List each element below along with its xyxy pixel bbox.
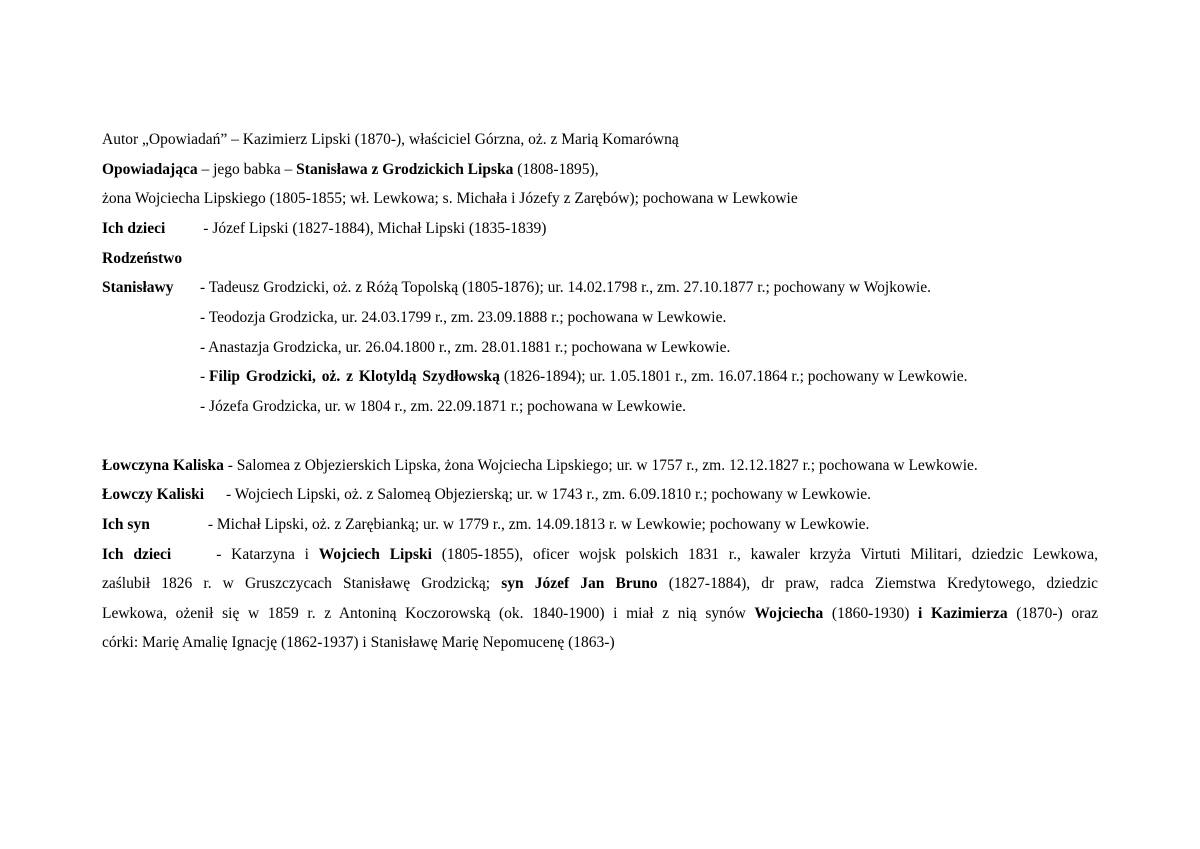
son-label: Ich syn	[102, 516, 150, 533]
sibling-text: - Józefa Grodzicka, ur. w 1804 r., zm. 22.09.1871 r.; pochowana w Lewkowie.	[200, 398, 686, 415]
wife-text: żona Wojciecha Lipskiego (1805-1855; wł. Lewkowa; s. Michała i Józefy z Zarębów); pochowana w Lewkowie	[102, 190, 798, 207]
huntsman-text: - Wojciech Lipski, oż. z Salomeą Objezierską; ur. w 1743 r., zm. 6.09.1810 r.; pochowany w Lewkowie.	[226, 486, 872, 503]
children-text: zaślubił 1826 r. w Gruszczycach Stanisławę Grodzicką;	[102, 575, 502, 592]
narrator-line	[102, 160, 599, 180]
sibling-text: - Teodozja Grodzicka, ur. 24.03.1799 r., zm. 23.09.1888 r.; pochowana w Lewkowie.	[200, 309, 727, 326]
son-text: - Michał Lipski, oż. z Zarębianką; ur. w 1779 r., zm. 14.09.1813 r. w Lewkowie; pochowany w Lewkowie.	[207, 516, 870, 533]
children-bold: syn Józef Jan Bruno	[501, 575, 658, 592]
author-text: Autor „Opowiadań” – Kazimierz Lipski (1870-), właściciel Górzna, oż. z Marią Komarówną	[102, 131, 679, 148]
sibling-item	[200, 397, 686, 417]
children-text: (1860-1930)	[823, 605, 919, 622]
siblings-owner-label-line	[102, 278, 174, 298]
narrator-label: Opowiadająca	[102, 161, 198, 178]
children-text: córki: Marię Amalię Ignację (1862-1937) i Stanisławę Marię Nepomucenę (1863-)	[102, 634, 615, 651]
children-text: (1805-1855), oficer wojsk polskich 1831 r., kawaler krzyża Virtuti Militari, dziedzic Lewkowa,	[431, 546, 1098, 563]
sibling-text: (1826-1894); ur. 1.05.1801 r., zm. 16.07.1864 r.; pochowany w Lewkowie.	[499, 368, 968, 385]
children-text: - Katarzyna i	[216, 546, 319, 563]
children-line-4	[102, 604, 1098, 624]
children-text: (1870-) oraz	[1007, 605, 1099, 622]
siblings-owner-label: Stanisławy	[102, 279, 174, 296]
children-line-2	[102, 545, 1098, 565]
siblings-label-line	[102, 249, 182, 269]
huntress-line	[102, 456, 978, 476]
narrator-name: Stanisława z Grodzickich Lipska	[296, 161, 514, 178]
narrator-dates: (1808-1895),	[513, 161, 599, 178]
sibling-item	[200, 338, 730, 358]
huntsman-label: Łowczy Kaliski	[102, 486, 205, 503]
siblings-label: Rodzeństwo	[102, 250, 183, 267]
children-label-2: Ich dzieci	[102, 546, 172, 563]
son-line	[102, 515, 869, 535]
children-bold: Wojciecha	[754, 605, 824, 622]
huntress-text: - Salomea z Objezierskich Lipska, żona Wojciecha Lipskiego; ur. w 1757 r., zm. 12.12.1827 r.; pochowana w Lewkowie.	[223, 457, 978, 474]
children-text: (1827-1884), dr praw, radca Ziemstwa Kredytowego, dziedzic	[657, 575, 1099, 592]
author-line	[102, 130, 679, 150]
huntsman-line	[102, 485, 871, 505]
sibling-item	[200, 308, 726, 328]
sibling-text: - Anastazja Grodzicka, ur. 26.04.1800 r., zm. 28.01.1881 r.; pochowana w Lewkowie.	[200, 339, 731, 356]
sibling-name-bold: Filip Grodzicki, oż. z Klotyldą Szydłowską	[209, 368, 500, 385]
sibling-text: - Tadeusz Grodzicki, oż. z Różą Topolską (1805-1876); ur. 14.02.1798 r., zm. 27.10.1877 r.; pochowany w Wojkowie.	[200, 279, 931, 296]
children-line-3	[102, 574, 1098, 594]
wife-line	[102, 189, 798, 209]
sibling-item	[200, 278, 931, 298]
children-line-1	[102, 219, 546, 239]
sibling-item	[200, 367, 967, 387]
children-text-1: - Józef Lipski (1827-1884), Michał Lipski (1835-1839)	[203, 220, 547, 237]
children-bold: Wojciech Lipski	[318, 546, 432, 563]
sibling-dash: -	[200, 368, 206, 385]
narrator-text: – jego babka –	[197, 161, 297, 178]
children-text: Lewkowa, ożenił się w 1859 r. z Antoniną Koczorowską (ok. 1840-1900) i miał z nią synów	[102, 605, 755, 622]
children-bold: i Kazimierza	[918, 605, 1008, 622]
huntress-label: Łowczyna Kaliska	[102, 457, 224, 474]
children-label-1: Ich dzieci	[102, 220, 166, 237]
children-line-5	[102, 633, 615, 653]
